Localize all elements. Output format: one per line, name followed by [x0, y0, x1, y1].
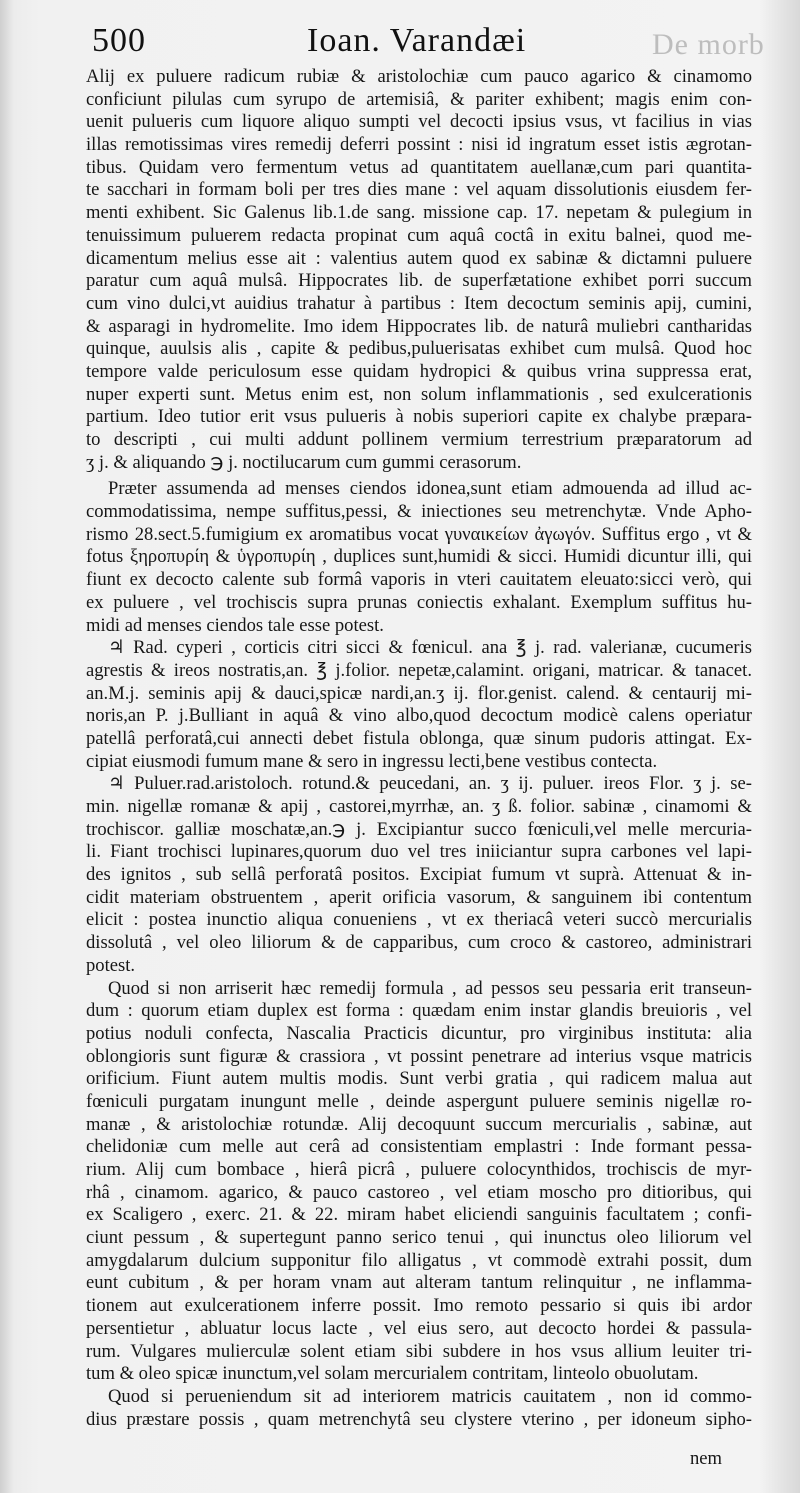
text-line: potius noduli confecta, Nascalia Practicis dicuntur, pro virginibus instituta: alia [86, 1022, 752, 1044]
text-line: chelidoniæ cum melle aut cerâ ad consistentiam emplastri : Inde formant pessa- [86, 1136, 752, 1158]
text-line: cipiat eiusmodi fumum mane & sero in ingressu lecti,bene vestibus contecta. [86, 750, 658, 772]
text-line: ex Scaligero , exerc. 21. & 22. miram habet eliciendi sanguinis facultatem ; confi- [86, 1204, 752, 1226]
text-line: Quod si non arriserit hæc remedij formula , ad pessos seu pessaria erit transeun- [108, 977, 752, 999]
text-line: & asparagi in hydromelite. Imo idem Hippocrates lib. de naturâ muliebri cantharidas [86, 315, 752, 337]
text-line: ciunt pessum , & supertegunt panno serico tenui , qui inunctus oleo liliorum vel [86, 1227, 752, 1249]
text-line: nuper experti sunt. Metus enim est, non solum inflammationis , sed exulcerationis [86, 383, 752, 405]
text-line: oblongioris sunt figuræ & crassiora , vt possint penetrare ad interius vsque matricis [86, 1045, 752, 1067]
text-line: dicamentum melius esse ait : valentius autem quod ex sabinæ & dictamni puluere [86, 247, 752, 269]
text-line: commodatissima, nempe suffitus,pessi, & iniectiones seu metrenchytæ. Vnde Apho- [86, 501, 752, 523]
page-header [92, 22, 792, 70]
text-line: rium. Alij cum bombace , hierâ picrâ , puluere colocynthidos, trochiscis de myr- [86, 1159, 752, 1180]
text-line: conficiunt pilulas cum syrupo de artemisiâ, & pariter exhibent; magis enim con- [86, 88, 752, 110]
text-line: patellâ perforatâ,cui annecti debet fistula oblonga, quæ sinum pudoris attingat. Ex- [86, 727, 752, 749]
text-line: tum & oleo spicæ inunctum,vel solam mercurialem contritam, linteolo obuolutam. [86, 1363, 699, 1385]
text-line: potest. [86, 954, 136, 976]
text-line: fiunt ex decocto calente sub formâ vaporis in vteri cauitatem eleuato:sicci verò, qui [86, 569, 752, 591]
text-line: elicit : postea inunctio aliqua conueniens , vt ex theriacâ veteri succò mercurialis [86, 909, 752, 931]
text-line: rum. Vulgares mulierculæ solent etiam sibi subdere in hos vsus allium leuiter tri- [86, 1340, 752, 1362]
text-line: agrestis & ireos nostratis,an. ℥ j.folior. nepetæ,calamint. origani, matricar. & tanacet. [86, 659, 752, 681]
text-line: dum : quorum etiam duplex est forma : quædam enim instar glandis breuioris , vel [86, 1000, 752, 1022]
text-line: ♃ Puluer.rad.aristoloch. rotund.& peucedani, an. ʒ ij. puluer. ireos Flor. ʒ j. se- [108, 773, 752, 795]
text-line: menti exhibent. Sic Galenus lib.1.de sang. missione cap. 17. nepetam & pulegium in [86, 202, 752, 224]
text-line: eunt cubitum , & per horam vnam aut alteram tantum relinquitur , ne inflamma- [86, 1272, 752, 1294]
text-line: quinque, auulsis alis , capite & pedibus,puluerisatas exhibet cum mulsâ. Quod hoc [86, 338, 752, 360]
text-line: an.M.j. seminis apij & dauci,spicæ nardi,an.ʒ ij. flor.genist. calend. & centaurij mi- [86, 682, 752, 704]
text-line: des ignitos , sub sellâ perforatâ positos. Excipiat fumum vt suprà. Attenuat & in- [86, 864, 752, 886]
catchword: nem [690, 1448, 723, 1469]
text-line: cidit materiam obstruentem , aperit orificia vasorum, & sanguinem ibi contentum [86, 886, 752, 908]
text-line: fœniculi purgatam inungunt melle , deinde aspergunt puluere seminis nigellæ ro- [86, 1090, 752, 1112]
text-line: ʒ j. & aliquando ℈ j. noctilucarum cum gummi cerasorum. [86, 451, 522, 473]
bleed-through-text: De morb [652, 28, 765, 61]
text-line: orificium. Fiunt autem multis modis. Sunt verbi gratia , qui radicem malua aut [86, 1068, 752, 1090]
text-line: partium. Ideo tutior erit vsus pulueris à nobis superiori capite ex chalybe præpara- [86, 406, 752, 428]
text-line: rhâ , cinamom. agarico, & pauco castoreo , vel etiam moscho pro ditioribus, qui [86, 1181, 752, 1203]
text-line: trochiscor. galliæ moschatæ,an.℈ j. Excipiantur succo fœniculi,vel melle mercuria- [86, 818, 752, 840]
text-line: Quod si perueniendum sit ad interiorem matricis cauitatem , non id commo- [108, 1385, 752, 1407]
text-line: min. nigellæ romanæ & apij , castorei,myrrhæ, an. ʒ ß. folior. sabinæ , cinamomi & [86, 796, 752, 817]
text-line: tionem aut exulcerationem inferre possit. Imo remoto pessario si quis ibi ardor [86, 1295, 752, 1317]
text-line: tibus. Quidam vero fermentum vetus ad quantitatem auellanæ,cum pari quantita- [86, 156, 752, 178]
text-line: Alij ex puluere radicum rubiæ & aristolochiæ cum pauco agarico & cinamomo [86, 66, 752, 87]
text-line: illas remotissimas vires remedij deferri possint : nisi id ingratum esset istis ægrotan- [86, 134, 752, 156]
text-line: noris,an P. j.Bulliant in aquâ & vino albo,quod decoctum modicè calens operiatur [86, 705, 752, 727]
text-line: manæ , & aristolochiæ rotundæ. Alij decoquunt succum mercurialis , sabinæ, aut [86, 1113, 752, 1135]
text-line: persentietur , abluatur locus lacte , vel eius sero, aut decocto hordei & passula- [86, 1317, 752, 1339]
body-text [86, 66, 752, 1431]
text-line: ex puluere , vel trochiscis supra prunas coniectis exhalant. Exemplum suffitus hu- [86, 591, 752, 613]
text-line: tenuissimum puluerem redacta propinat cum aquâ coctâ in exitu balnei, quod me- [86, 224, 752, 246]
text-line: te sacchari in formam boli per tres dies mane : vel aquam dissolutionis eiusdem fer- [86, 179, 752, 201]
text-line: dissolutâ , vel oleo liliorum & de capparibus, cum croco & castoreo, administrari [86, 932, 752, 954]
text-line: Præter assumenda ad menses ciendos idonea,sunt etiam admouenda ad illud ac- [108, 478, 752, 500]
text-line: to descripti , cui multi addunt pollinem vermium terrestrium præparatorum ad [86, 429, 752, 450]
text-line: ♃ Rad. cyperi , corticis citri sicci & fœnicul. ana ℥ j. rad. valerianæ, cucumeris [108, 637, 752, 659]
text-line: rismo 28.sect.5.fumigium ex aromatibus vocat γυναικείων ἀγωγόν. Suffitus ergo , vt & [86, 523, 752, 545]
page-number: 500 [92, 22, 146, 59]
text-line: dius præstare possis , quam metrenchytâ seu clystere vterino , per idoneum sipho- [86, 1408, 752, 1430]
text-line: tempore valde periculosum esse quidam hydropici & quibus vrina suppressa erat, [86, 360, 752, 382]
text-line: midi ad menses ciendos tale esse potest. [86, 614, 384, 636]
running-head: Ioan. Varandæi [307, 22, 527, 59]
text-line: li. Fiant trochisci lupinares,quorum duo vel tres iniiciantur supra carbones vel lapi- [86, 841, 752, 863]
text-line: uenit pulueris cum liquore aliquo sumpti vel decocti ipsius vsus, vt facilius in vias [86, 111, 752, 133]
text-line: fotus ξηροπυρίη & ὑγροπυρίη , duplices sunt,humidi & sicci. Humidi dicuntur illi, qui [86, 546, 752, 568]
text-line: paratur cum aquâ mulsâ. Hippocrates lib. de superfætatione exhibet porri succum [86, 270, 752, 292]
text-line: cum vino dulci,vt auidius trahatur à partibus : Item decoctum seminis apij, cumini, [86, 292, 752, 314]
text-line: amygdalarum dulcium supponitur filo alligatus , vt commodè extrahi possit, dum [86, 1249, 752, 1271]
